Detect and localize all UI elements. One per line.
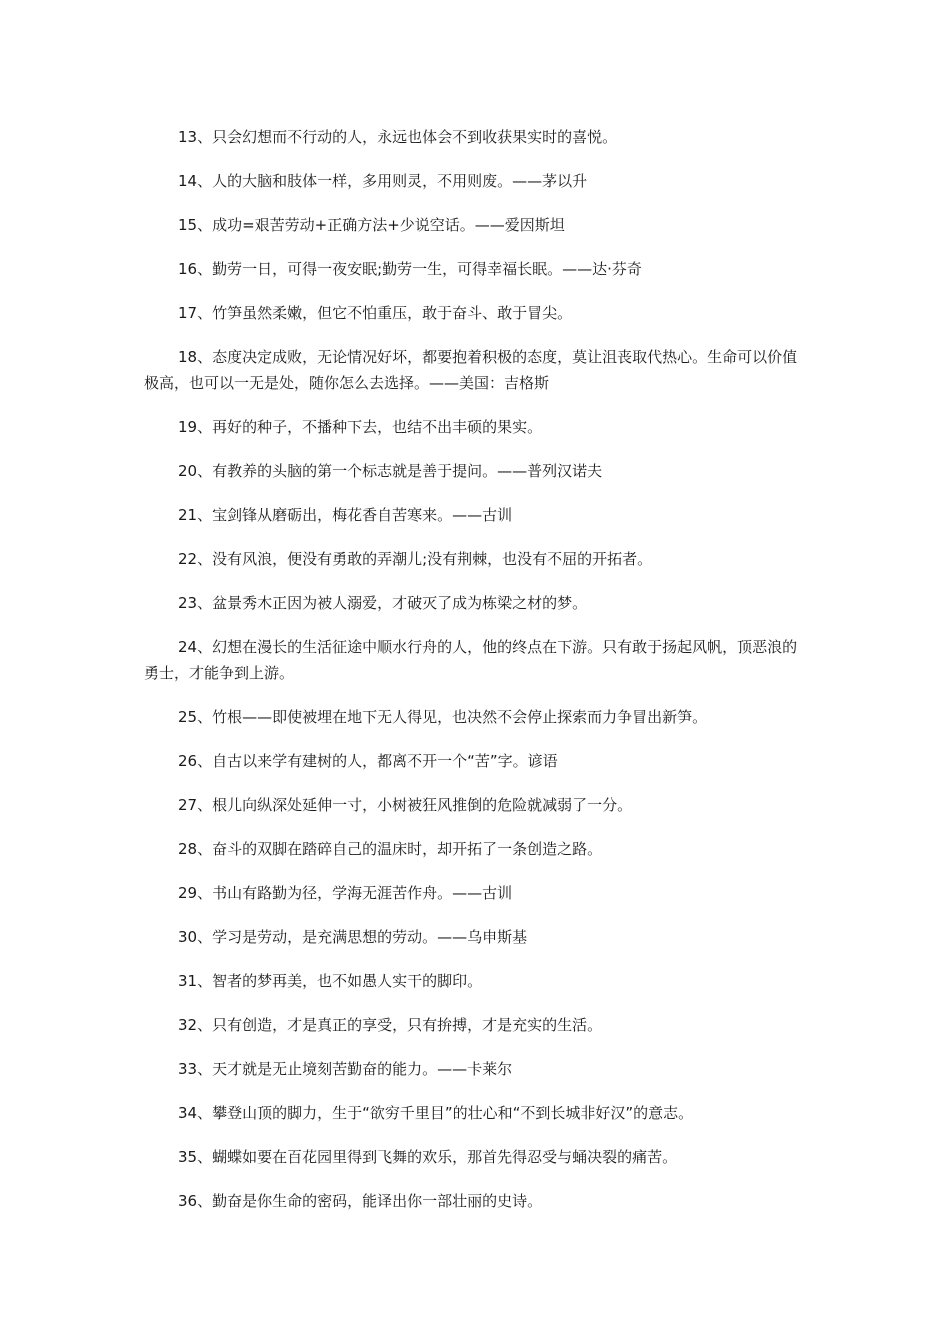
quote-30: 30、学习是劳动，是充满思想的劳动。——乌申斯基 (178, 928, 528, 946)
quote-26: 26、自古以来学有建树的人，都离不开一个“苦”字。谚语 (178, 752, 558, 770)
quote-24: 24、幻想在漫长的生活征途中顺水行舟的人，他的终点在下游。只有敢于扬起风帆，顶恶浪的勇士，才能争到上游。 (144, 638, 798, 682)
quote-25: 25、竹根——即使被埋在地下无人得见，也决然不会停止探索而力争冒出新笋。 (178, 708, 708, 726)
quote-20: 20、有教养的头脑的第一个标志就是善于提问。——普列汉诺夫 (178, 462, 603, 480)
quote-23: 23、盆景秀木正因为被人溺爱，才破灭了成为栋梁之材的梦。 (178, 594, 588, 612)
quote-32: 32、只有创造，才是真正的享受，只有拚搏，才是充实的生活。 (178, 1016, 603, 1034)
quote-14: 14、人的大脑和肢体一样，多用则灵，不用则废。——茅以升 (178, 172, 588, 190)
quote-21: 21、宝剑锋从磨砺出，梅花香自苦寒来。——古训 (178, 506, 513, 524)
quote-18: 18、态度决定成败，无论情况好坏，都要抱着积极的态度，莫让沮丧取代热心。生命可以价值极高，也可以一无是处，随你怎么去选择。——美国：吉格斯 (144, 348, 798, 392)
quote-34: 34、攀登山顶的脚力，生于“欲穷千里目”的壮心和“不到长城非好汉”的意志。 (178, 1104, 694, 1122)
quote-33: 33、天才就是无止境刻苦勤奋的能力。——卡莱尔 (178, 1060, 513, 1078)
quote-27: 27、根儿向纵深处延伸一寸，小树被狂风推倒的危险就减弱了一分。 (178, 796, 633, 814)
quote-36: 36、勤奋是你生命的密码，能译出你一部壮丽的史诗。 (178, 1192, 543, 1210)
quote-13: 13、只会幻想而不行动的人，永远也体会不到收获果实时的喜悦。 (178, 128, 618, 146)
quote-19: 19、再好的种子，不播种下去，也结不出丰硕的果实。 (178, 418, 543, 436)
quote-17: 17、竹笋虽然柔嫩，但它不怕重压，敢于奋斗、敢于冒尖。 (178, 304, 573, 322)
quote-28: 28、奋斗的双脚在踏碎自己的温床时，却开拓了一条创造之路。 (178, 840, 603, 858)
quote-list (144, 124, 810, 1232)
quote-15: 15、成功=艰苦劳动+正确方法+少说空话。——爱因斯坦 (178, 216, 565, 234)
quote-22: 22、没有风浪，便没有勇敢的弄潮儿;没有荆棘，也没有不屈的开拓者。 (178, 550, 653, 568)
quote-29: 29、书山有路勤为径，学海无涯苦作舟。——古训 (178, 884, 513, 902)
quote-31: 31、智者的梦再美，也不如愚人实干的脚印。 (178, 972, 483, 990)
quote-16: 16、勤劳一日，可得一夜安眠;勤劳一生，可得幸福长眠。——达·芬奇 (178, 260, 642, 278)
quote-35: 35、蝴蝶如要在百花园里得到飞舞的欢乐，那首先得忍受与蛹决裂的痛苦。 (178, 1148, 678, 1166)
